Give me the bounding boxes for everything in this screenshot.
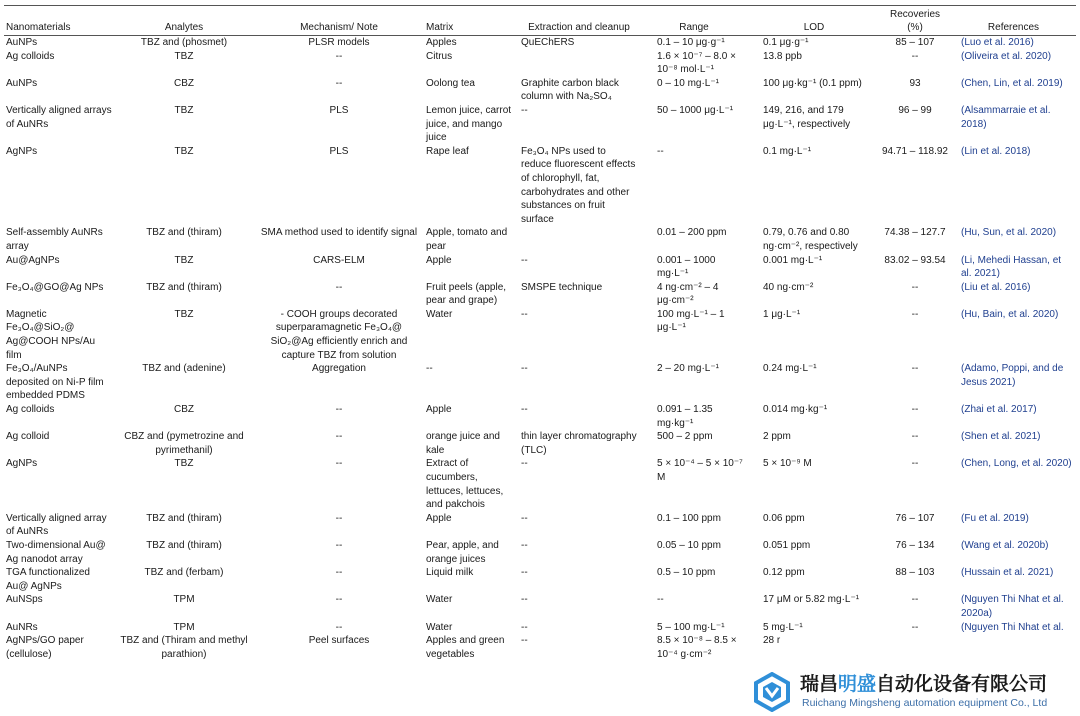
cell-recovery: -- [911, 621, 919, 633]
cell-extraction: -- [521, 404, 528, 416]
table-row [4, 308, 1076, 362]
cell-range: 1.6 × 10⁻⁷ – 8.0 × 10⁻⁸ mol·L⁻¹ [657, 50, 736, 76]
cell-mechanism: SMA method used to identify signal [260, 227, 418, 239]
cell-reference[interactable]: (Chen, Lin, et al. 2019) [961, 77, 1063, 89]
table-row [4, 77, 1076, 104]
cell-range: 2 – 20 mg·L⁻¹ [657, 363, 719, 375]
company-watermark [748, 670, 1078, 714]
cell-matrix: Apple [426, 254, 452, 266]
cell-mechanism: -- [335, 621, 343, 633]
cell-analytes: TBZ [174, 308, 194, 320]
cell-lod: 0.1 mg·L⁻¹ [763, 145, 812, 157]
table-row [4, 457, 1076, 511]
cell-range: 0 – 10 mg·L⁻¹ [657, 77, 719, 89]
cell-recovery: 76 – 107 [895, 512, 935, 524]
column-header: Matrix [426, 22, 454, 34]
cell-nanomaterial: Ag colloid [6, 431, 50, 443]
column-header: References [987, 22, 1040, 34]
cell-recovery: 88 – 103 [895, 567, 935, 579]
cell-mechanism: -- [335, 539, 343, 551]
cell-lod: 0.06 ppm [763, 512, 805, 524]
table-row [4, 254, 1076, 281]
table-row [4, 281, 1076, 308]
cell-mechanism: - COOH groups decorated superparamagnetic Fe₃O₄@ SiO₂@Ag efficiently enrich and capture TBZ from solution [270, 308, 408, 361]
cell-recovery: 74.38 – 127.7 [884, 227, 946, 239]
cell-analytes: CBZ [174, 77, 194, 89]
cell-extraction: -- [521, 512, 528, 524]
cell-mechanism: PLS [329, 145, 349, 157]
cell-matrix: Apple [426, 512, 452, 524]
cell-range: 0.5 – 10 ppm [657, 567, 716, 579]
company-logo-icon [752, 672, 792, 712]
cell-reference[interactable]: (Wang et al. 2020b) [961, 539, 1049, 551]
cell-mechanism: -- [335, 404, 343, 416]
cell-range: 100 mg·L⁻¹ – 1 μg·L⁻¹ [657, 308, 725, 334]
cell-analytes: TBZ [174, 458, 194, 470]
cell-analytes: TBZ and (thiram) [146, 281, 222, 293]
cell-extraction: -- [521, 308, 528, 320]
cell-range: -- [657, 145, 664, 157]
table-header-row [4, 6, 1076, 36]
cell-lod: 1 μg·L⁻¹ [763, 308, 801, 320]
cell-range: 4 ng·cm⁻² – 4 μg·cm⁻² [657, 281, 719, 307]
cell-range: 500 – 2 ppm [657, 431, 713, 443]
cell-reference[interactable]: (Adamo, Poppi, and de Jesus 2021) [961, 363, 1064, 388]
cell-matrix: Rape leaf [426, 145, 469, 157]
cell-recovery: 96 – 99 [898, 104, 932, 116]
cell-extraction: -- [521, 104, 528, 116]
cell-recovery: -- [911, 50, 919, 62]
cell-analytes: TBZ [174, 254, 194, 266]
cell-reference[interactable]: (Alsammarraie et al. 2018) [961, 104, 1051, 130]
column-header: Recoveries (%) [889, 8, 941, 34]
column-header: Range [679, 22, 709, 34]
cell-analytes: TBZ and (phosmet) [140, 37, 228, 48]
cell-nanomaterial: Vertically aligned array of AuNRs [6, 512, 107, 538]
cell-recovery: -- [911, 308, 919, 320]
table-row [4, 36, 1076, 50]
cell-reference[interactable]: (Fu et al. 2019) [961, 512, 1029, 524]
cell-matrix: Apples and green vegetables [426, 635, 505, 660]
cell-matrix: Citrus [426, 50, 453, 62]
cell-mechanism: -- [335, 77, 343, 89]
cell-lod: 40 ng·cm⁻² [763, 281, 814, 293]
cell-lod: 0.001 mg·L⁻¹ [763, 254, 823, 266]
cell-recovery: -- [911, 363, 919, 375]
cell-mechanism: -- [335, 281, 343, 293]
cell-analytes: TBZ [174, 50, 194, 62]
cell-recovery: -- [911, 458, 919, 470]
cell-mechanism: PLSR models [308, 37, 370, 48]
cell-reference[interactable] [951, 634, 1076, 661]
cell-recovery: 83.02 – 93.54 [884, 254, 946, 266]
cell-analytes: CBZ and (pymetrozine and pyrimethanil) [124, 431, 244, 456]
cell-recovery [879, 634, 951, 661]
cell-matrix: Water [426, 594, 453, 606]
cell-nanomaterial: AuNPs [6, 77, 38, 89]
column-header: Analytes [164, 22, 204, 34]
cell-analytes: TBZ and (adenine) [142, 363, 226, 375]
cell-range: 5 – 100 mg·L⁻¹ [657, 621, 725, 633]
cell-range: 0.1 – 10 μg·g⁻¹ [657, 37, 725, 48]
cell-nanomaterial: Vertically aligned arrays of AuNRs [6, 104, 112, 130]
cell-nanomaterial: AgNPs [6, 458, 38, 470]
cell-matrix: Extract of cucumbers, lettuces, lettuces, and pakchois [426, 458, 504, 511]
cell-nanomaterial: Fe₃O₄/AuNPs deposited on Ni-P film embedded PDMS [6, 363, 104, 402]
cell-matrix: -- [426, 363, 433, 375]
cell-matrix: Apple, tomato and pear [426, 227, 508, 252]
cell-recovery: 93 [909, 77, 921, 89]
cell-recovery: -- [911, 281, 919, 293]
cell-nanomaterial: Self-assembly AuNRs array [6, 227, 103, 252]
cell-recovery: 94.71 – 118.92 [882, 145, 948, 157]
cell-range: 0.05 – 10 ppm [657, 539, 721, 551]
cell-mechanism: Aggregation [312, 363, 366, 375]
cell-extraction: -- [521, 458, 528, 470]
cell-extraction: -- [521, 539, 528, 551]
cell-nanomaterial: AuNSps [6, 594, 43, 606]
cell-mechanism: -- [335, 431, 343, 443]
cell-extraction: -- [521, 254, 528, 266]
cell-mechanism: -- [335, 594, 343, 606]
cell-matrix: Water [426, 621, 453, 633]
cell-recovery: 85 – 107 [895, 37, 935, 48]
table-row [4, 566, 1076, 593]
cell-analytes: TBZ and (thiram) [146, 227, 222, 239]
cell-matrix: Liquid milk [426, 567, 474, 579]
cell-lod: 5 × 10⁻⁹ M [763, 458, 812, 470]
table-row [4, 539, 1076, 566]
cell-analytes: TPM [173, 594, 195, 606]
table-row [4, 50, 1076, 77]
cell-reference[interactable]: (Hussain et al. 2021) [961, 567, 1054, 579]
cell-extraction: -- [521, 567, 528, 579]
cell-extraction: -- [521, 635, 528, 647]
cell-recovery: -- [911, 431, 919, 443]
cell-range: -- [657, 594, 664, 606]
cell-mechanism: Peel surfaces [308, 635, 370, 647]
cell-reference[interactable]: (Chen, Long, et al. 2020) [961, 458, 1072, 470]
cell-range: 0.001 – 1000 mg·L⁻¹ [657, 254, 716, 280]
cell-nanomaterial: TGA functionalized Au@ AgNPs [6, 567, 90, 592]
cell-nanomaterial: Two-dimensional Au@ Ag nanodot array [6, 539, 106, 565]
cell-range: 0.01 – 200 ppm [657, 227, 727, 239]
cell-lod: 0.79, 0.76 and 0.80 ng·cm⁻², respectively [763, 227, 858, 252]
cell-lod: 0.1 μg·g⁻¹ [763, 37, 809, 48]
cell-reference[interactable]: (Li, Mehedi Hassan, et al. 2021) [961, 254, 1062, 280]
cell-matrix: Fruit peels (apple, pear and grape) [426, 281, 507, 307]
cell-nanomaterial: Magnetic Fe₃O₄@SiO₂@ Ag@COOH NPs/Au film [6, 308, 96, 361]
cell-nanomaterial: AgNPs [6, 145, 38, 157]
cell-lod: 100 μg·kg⁻¹ (0.1 ppm) [763, 77, 862, 89]
table-row [4, 362, 1076, 403]
table-row [4, 593, 1076, 620]
cell-extraction [519, 50, 639, 77]
cell-lod: 17 μM or 5.82 mg·L⁻¹ [763, 594, 860, 606]
cell-lod: 5 mg·L⁻¹ [763, 621, 803, 633]
cell-reference[interactable]: (Lin et al. 2018) [961, 145, 1031, 157]
cell-range: 0.1 – 100 ppm [657, 512, 721, 524]
cell-analytes: TPM [173, 621, 195, 633]
cell-range: 5 × 10⁻⁴ – 5 × 10⁻⁷ M [657, 458, 743, 483]
cell-recovery: -- [911, 404, 919, 416]
cell-matrix: Oolong tea [426, 77, 475, 89]
cell-analytes: TBZ and (thiram) [146, 512, 222, 524]
cell-nanomaterial: Ag colloids [6, 404, 55, 416]
table-row [4, 634, 1076, 661]
cell-lod: 149, 216, and 179 μg·L⁻¹, respectively [763, 104, 851, 130]
cell-lod: 0.24 mg·L⁻¹ [763, 363, 817, 375]
cell-lod: 13.8 ppb [763, 50, 802, 62]
table-row [4, 104, 1076, 145]
company-name-cn: 瑞昌明盛自动化设备有限公司 [800, 673, 1048, 695]
cell-mechanism: CARS-ELM [313, 254, 365, 266]
cell-analytes: TBZ [174, 145, 194, 157]
company-name-en: Ruichang Mingsheng automation equipment Co., Ltd [802, 697, 1048, 709]
cell-matrix: Water [426, 308, 453, 320]
column-header: LOD [803, 22, 825, 34]
cell-matrix: Apples [426, 37, 457, 48]
cell-reference[interactable]: (Hu, Sun, et al. 2020) [961, 227, 1057, 239]
cell-recovery: 76 – 134 [895, 539, 935, 551]
cell-extraction: QuEChERS [521, 37, 575, 48]
data-table [4, 6, 1076, 661]
table-row [4, 430, 1076, 457]
cell-nanomaterial: AgNPs/GO paper (cellulose) [6, 635, 84, 660]
cell-range: 50 – 1000 μg·L⁻¹ [657, 104, 734, 116]
table-row [4, 403, 1076, 430]
cell-reference[interactable]: (Nguyen Thi Nhat et al. [961, 621, 1064, 633]
column-header: Nanomaterials [6, 22, 71, 34]
table-row [4, 145, 1076, 227]
cell-nanomaterial: Au@AgNPs [6, 254, 60, 266]
cell-matrix: Lemon juice, carrot juice, and mango juice [426, 104, 512, 144]
cell-reference[interactable]: (Shen et al. 2021) [961, 431, 1041, 443]
cell-reference[interactable]: (Hu, Bain, et al. 2020) [961, 308, 1059, 320]
cell-reference[interactable]: (Zhai et al. 2017) [961, 404, 1037, 416]
cell-analytes: TBZ and (ferbam) [144, 567, 224, 579]
cell-mechanism: PLS [329, 104, 349, 116]
cell-lod: 0.12 ppm [763, 567, 805, 579]
cell-lod: 0.051 ppm [763, 539, 811, 551]
cell-reference[interactable]: (Oliveira et al. 2020) [961, 50, 1052, 62]
cell-reference[interactable]: (Liu et al. 2016) [961, 281, 1031, 293]
cell-lod: 0.014 mg·kg⁻¹ [763, 404, 828, 416]
cell-recovery: -- [911, 594, 919, 606]
cell-extraction: Graphite carbon black column with Na₂SO₄ [521, 77, 619, 103]
cell-analytes: TBZ [174, 104, 194, 116]
cell-lod: 2 ppm [763, 431, 791, 443]
cell-nanomaterial: Ag colloids [6, 50, 55, 62]
cell-matrix: Pear, apple, and orange juices [426, 539, 499, 565]
cell-analytes: CBZ [174, 404, 194, 416]
cell-range: 0.091 – 1.35 mg·kg⁻¹ [657, 404, 713, 429]
cell-mechanism: -- [335, 512, 343, 524]
cell-analytes: TBZ and (Thiram and methyl parathion) [120, 635, 248, 660]
cell-reference[interactable]: (Luo et al. 2016) [961, 37, 1034, 48]
cell-extraction: SMSPE technique [521, 281, 603, 293]
column-header: Extraction and cleanup [528, 22, 630, 34]
cell-extraction: -- [521, 621, 528, 633]
table-row [4, 621, 1076, 635]
cell-extraction: thin layer chromatography (TLC) [521, 431, 637, 456]
cell-range: 8.5 × 10⁻⁸ – 8.5 × 10⁻⁴ g·cm⁻² [657, 635, 737, 660]
cell-mechanism: -- [335, 458, 343, 470]
table-row [4, 512, 1076, 539]
cell-nanomaterial: Fe₃O₄@GO@Ag NPs [6, 281, 104, 293]
cell-mechanism: -- [335, 567, 343, 579]
cell-extraction: -- [521, 594, 528, 606]
cell-lod: 28 r [763, 635, 781, 647]
cell-analytes: TBZ and (thiram) [146, 539, 222, 551]
table-row [4, 226, 1076, 253]
cell-reference[interactable]: (Nguyen Thi Nhat et al. 2020a) [961, 594, 1064, 619]
cell-extraction: -- [521, 363, 528, 375]
column-header: Mechanism/ Note [300, 22, 378, 34]
table-body [4, 36, 1076, 661]
cell-extraction [519, 226, 639, 253]
cell-matrix: orange juice and kale [426, 431, 500, 456]
cell-matrix: Apple [426, 404, 452, 416]
cell-nanomaterial: AuNPs [6, 37, 38, 48]
cell-mechanism: -- [335, 50, 343, 62]
cell-extraction: Fe₃O₄ NPs used to reduce fluorescent effects of chlorophyll, fat, carbohydrates and other substances on fruit surface [521, 145, 636, 225]
cell-nanomaterial: AuNRs [6, 621, 38, 633]
